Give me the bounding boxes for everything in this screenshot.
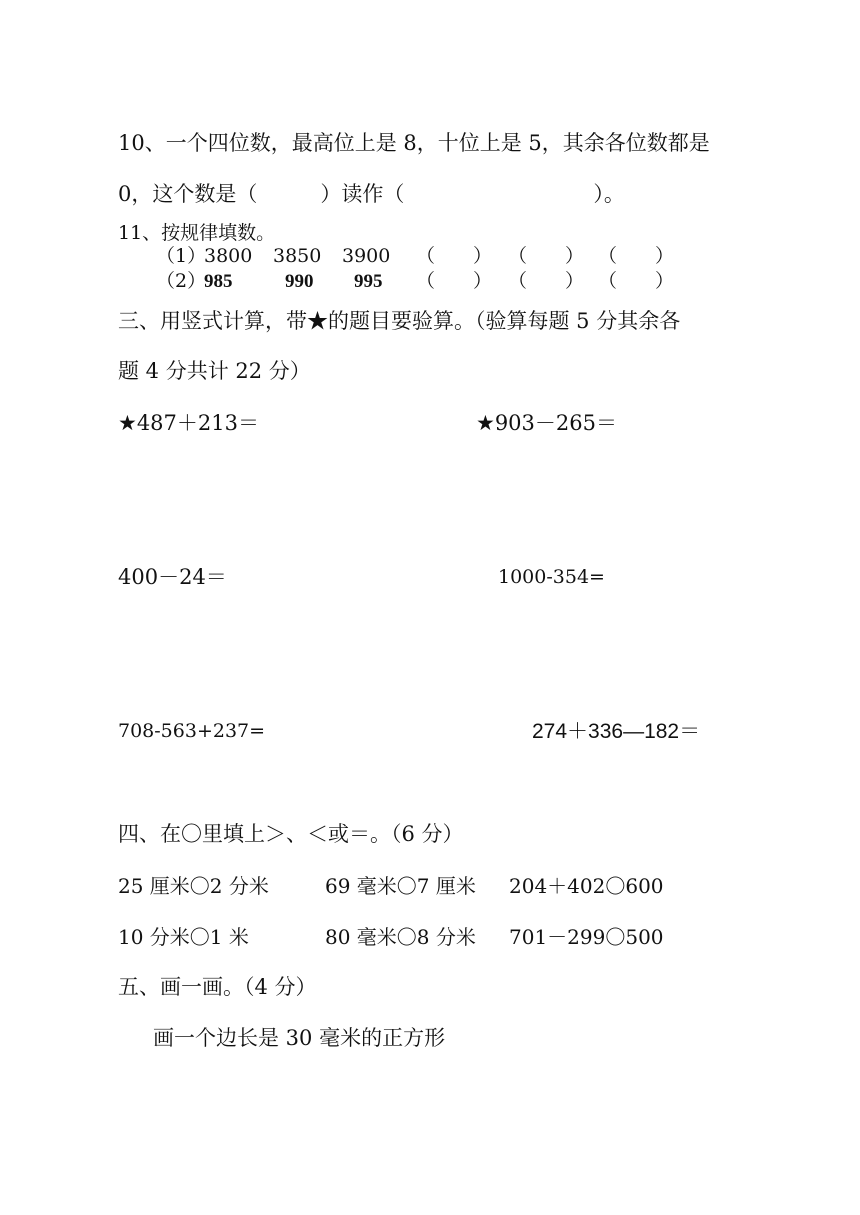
q11-row-1-value: 3900 bbox=[342, 245, 391, 267]
comparison-item: 69 毫米〇7 厘米 bbox=[325, 874, 476, 898]
comparison-item: 25 厘米〇2 分米 bbox=[118, 874, 269, 898]
section-3-heading-line-2: 题 4 分共计 22 分） bbox=[118, 359, 311, 383]
calc-problem-3: 400－24＝ bbox=[118, 565, 227, 589]
comparison-item: 204＋402〇600 bbox=[509, 874, 664, 898]
q11-row-1-value: 3800 bbox=[204, 245, 253, 267]
q10-line-1: 10、一个四位数，最高位上是 8，十位上是 5，其余各位数都是 bbox=[118, 131, 710, 155]
comparison-item: 80 毫米〇8 分米 bbox=[325, 925, 476, 949]
section-4-heading: 四、在〇里填上＞、＜或＝。（6 分） bbox=[118, 822, 464, 846]
calc-problem-4: 1000-354= bbox=[498, 566, 605, 588]
q11-row-2-value: 995 bbox=[354, 271, 383, 292]
q11-row-1-label: （1） bbox=[156, 245, 207, 267]
q11-row-1-value: 3850 bbox=[273, 245, 322, 267]
calc-problem-2: ★903－265＝ bbox=[476, 411, 617, 435]
q11-row-1-blank: （ ） bbox=[508, 245, 585, 267]
calc-problem-6: 274＋336—182＝ bbox=[532, 720, 701, 743]
q11-row-2-value: 990 bbox=[285, 271, 314, 292]
q11-row-2-label: （2） bbox=[156, 270, 207, 292]
q11-row-2-blank: （ ） bbox=[508, 270, 585, 292]
q11-row-2-blank: （ ） bbox=[598, 270, 675, 292]
q11-title: 11、按规律填数。 bbox=[118, 222, 276, 244]
drawing-instruction: 画一个边长是 30 毫米的正方形 bbox=[153, 1026, 446, 1050]
q10-line-2: 0，这个数是（ ）读作（ ）。 bbox=[118, 182, 625, 206]
calc-problem-1: ★487＋213＝ bbox=[118, 411, 259, 435]
section-3-heading-line-1: 三、用竖式计算，带★的题目要验算。（验算每题 5 分其余各 bbox=[118, 309, 681, 333]
comparison-item: 10 分米〇1 米 bbox=[118, 925, 249, 949]
calc-problem-5: 708-563+237= bbox=[118, 720, 266, 742]
comparison-item: 701－299〇500 bbox=[509, 925, 664, 949]
q11-row-2-blank: （ ） bbox=[416, 270, 493, 292]
q11-row-1-blank: （ ） bbox=[598, 245, 675, 267]
q11-row-1-blank: （ ） bbox=[416, 245, 493, 267]
section-5-heading: 五、画一画。（4 分） bbox=[118, 975, 317, 999]
q11-row-2-value: 985 bbox=[204, 271, 233, 292]
